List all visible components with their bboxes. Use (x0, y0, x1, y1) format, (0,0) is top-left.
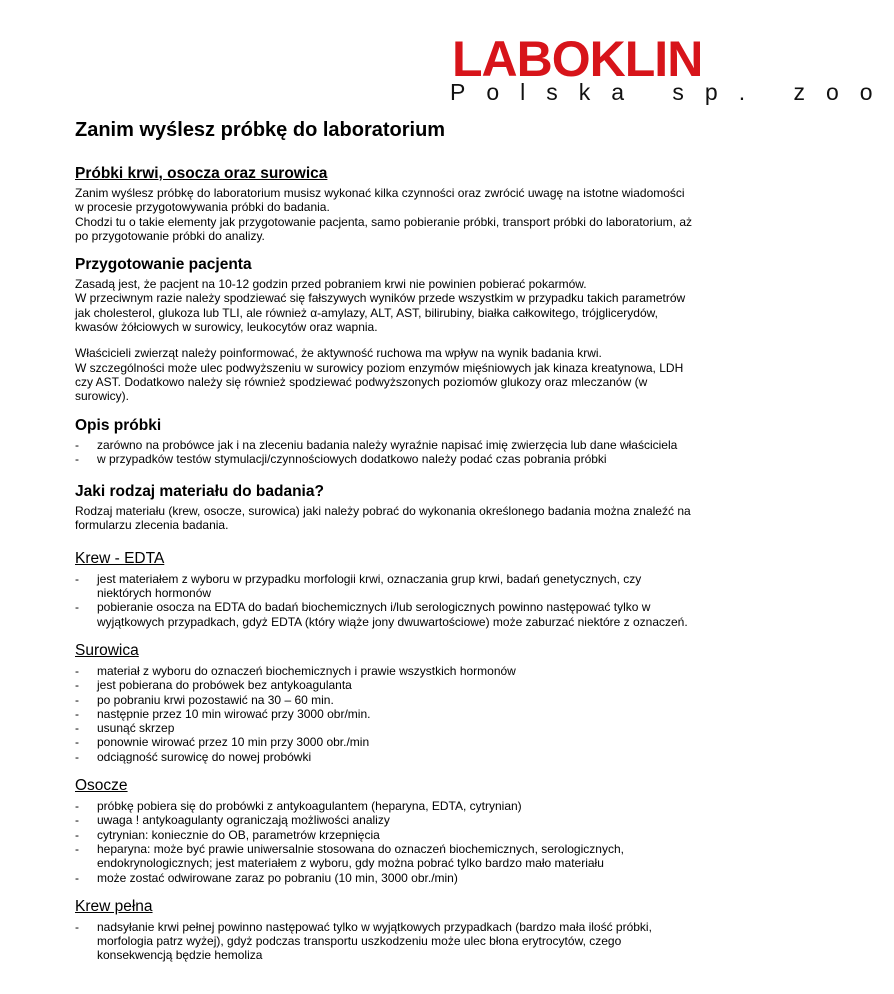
section-heading-description: Opis próbki (75, 416, 162, 434)
whole-blood-list (75, 920, 695, 963)
material-paragraph: Rodzaj materiału (krew, osocze, surowica) jaki należy pobrać do wykonania określonego badania można znaleźć na formularzu zlecenia badania. (75, 504, 691, 533)
section-heading-whole-blood: Krew pełna (75, 897, 153, 915)
list-item: - jest materiałem z wyboru w przypadku morfologii krwi, oznaczania grup krwi, badań genetycznych, czy niektórych hormonów (75, 572, 695, 601)
section-heading-edta: Krew - EDTA (75, 549, 165, 567)
laboklin-logo (440, 31, 894, 105)
list-item: - zarówno na probówce jak i na zleceniu badania należy wyraźnie napisać imię zwierzęcia lub dane właściciela (75, 438, 695, 452)
patient-paragraph-1: Zasadą jest, że pacjent na 10-12 godzin przed pobraniem krwi nie powinien pobierać pokarmów. (75, 277, 587, 292)
patient-paragraph-3: Właścicieli zwierząt należy poinformować, że aktywność ruchowa ma wpływ na wynik badania krwi. (75, 346, 602, 361)
blood-paragraph-2: Chodzi tu o takie elementy jak przygotowanie pacjenta, samo pobieranie próbki, transport próbki do laboratorium, aż po przygotowanie próbki do analizy. (75, 214, 693, 243)
list-item: - usunąć skrzep (75, 721, 695, 735)
list-item: - po pobraniu krwi pozostawić na 30 – 60 min. (75, 693, 695, 707)
list-item: - może zostać odwirowane zaraz po pobraniu (10 min, 3000 obr./min) (75, 871, 695, 885)
logo-subtitle: Polska sp. zoo (450, 79, 894, 105)
list-item: - następnie przez 10 min wirować przy 3000 obr/min. (75, 707, 695, 721)
patient-paragraph-4: W szczególności może ulec podwyższeniu w surowicy poziom enzymów mięśniowych jak kinaza kreatynowa, LDH czy AST. Dodatkowo należy się również spodziewać podwyższonych poziomów glukozy oraz mleczanów (w surowicy). (75, 360, 684, 404)
section-heading-blood: Próbki krwi, osocza oraz surowica (75, 165, 328, 182)
plasma-list (75, 799, 695, 885)
serum-list (75, 664, 695, 764)
description-list (75, 438, 695, 467)
list-item: - pobieranie osocza na EDTA do badań biochemicznych i/lub serologicznych powinno następować tylko w wyjątkowych przypadkach, gdyż EDTA (który wiąże jony dwuwartościowe) może zaburzać niektóre z oznaczeń. (75, 600, 695, 629)
blood-paragraph-1: Zanim wyślesz próbkę do laboratorium musisz wykonać kilka czynności oraz zwrócić uwagę na istotne wiadomości w procesie przygotowywania próbki do badania. (75, 186, 685, 215)
patient-paragraph-2: W przeciwnym razie należy spodziewać się fałszywych wyników przede wszystkim w przypadku takich parametrów jak cholesterol, glukoza lub TLI, ale również α-amylazy, ALT, AST, bilirubiny, białka całkowitego, trójglicerydów, kwasów żółciowych w surowicy, leukocytów oraz wapnia. (75, 291, 686, 335)
list-item: - nadsyłanie krwi pełnej powinno następować tylko w wyjątkowych przypadkach (bardzo mała ilość próbki, morfologia patrz wyżej), gdyż podczas transportu uszkodzeniu może ulec błona erytrocytów, czego konsekwencją będzie hemoliza (75, 920, 695, 963)
logo-brand: LABOKLIN (452, 31, 703, 87)
list-item: - materiał z wyboru do oznaczeń biochemicznych i prawie wszystkich hormonów (75, 664, 695, 678)
list-item: - w przypadków testów stymulacji/czynnościowych dodatkowo należy podać czas pobrania próbki (75, 452, 695, 466)
list-item: - jest pobierana do probówek bez antykoagulanta (75, 678, 695, 692)
section-heading-material: Jaki rodzaj materiału do badania? (75, 483, 324, 501)
section-heading-patient: Przygotowanie pacjenta (75, 256, 252, 274)
list-item: - odciągność surowicę do nowej probówki (75, 750, 695, 764)
edta-list (75, 572, 695, 629)
list-item: - heparyna: może być prawie uniwersalnie stosowana do oznaczeń biochemicznych, serologicznych, endokrynologicznych; jest materiałem z wyboru, gdy można pobrać tylko bardzo mało materiału (75, 842, 695, 871)
section-heading-plasma: Osocze (75, 777, 128, 795)
list-item: - ponownie wirować przez 10 min przy 3000 obr./min (75, 735, 695, 749)
list-item: - uwaga ! antykoagulanty ograniczają możliwości analizy (75, 813, 695, 827)
document-body (75, 116, 695, 963)
page-title: Zanim wyślesz próbkę do laboratorium (75, 119, 446, 141)
section-heading-serum: Surowica (75, 641, 139, 659)
list-item: - próbkę pobiera się do probówki z antykoagulantem (heparyna, EDTA, cytrynian) (75, 799, 695, 813)
list-item: - cytrynian: koniecznie do OB, parametrów krzepnięcia (75, 828, 695, 842)
